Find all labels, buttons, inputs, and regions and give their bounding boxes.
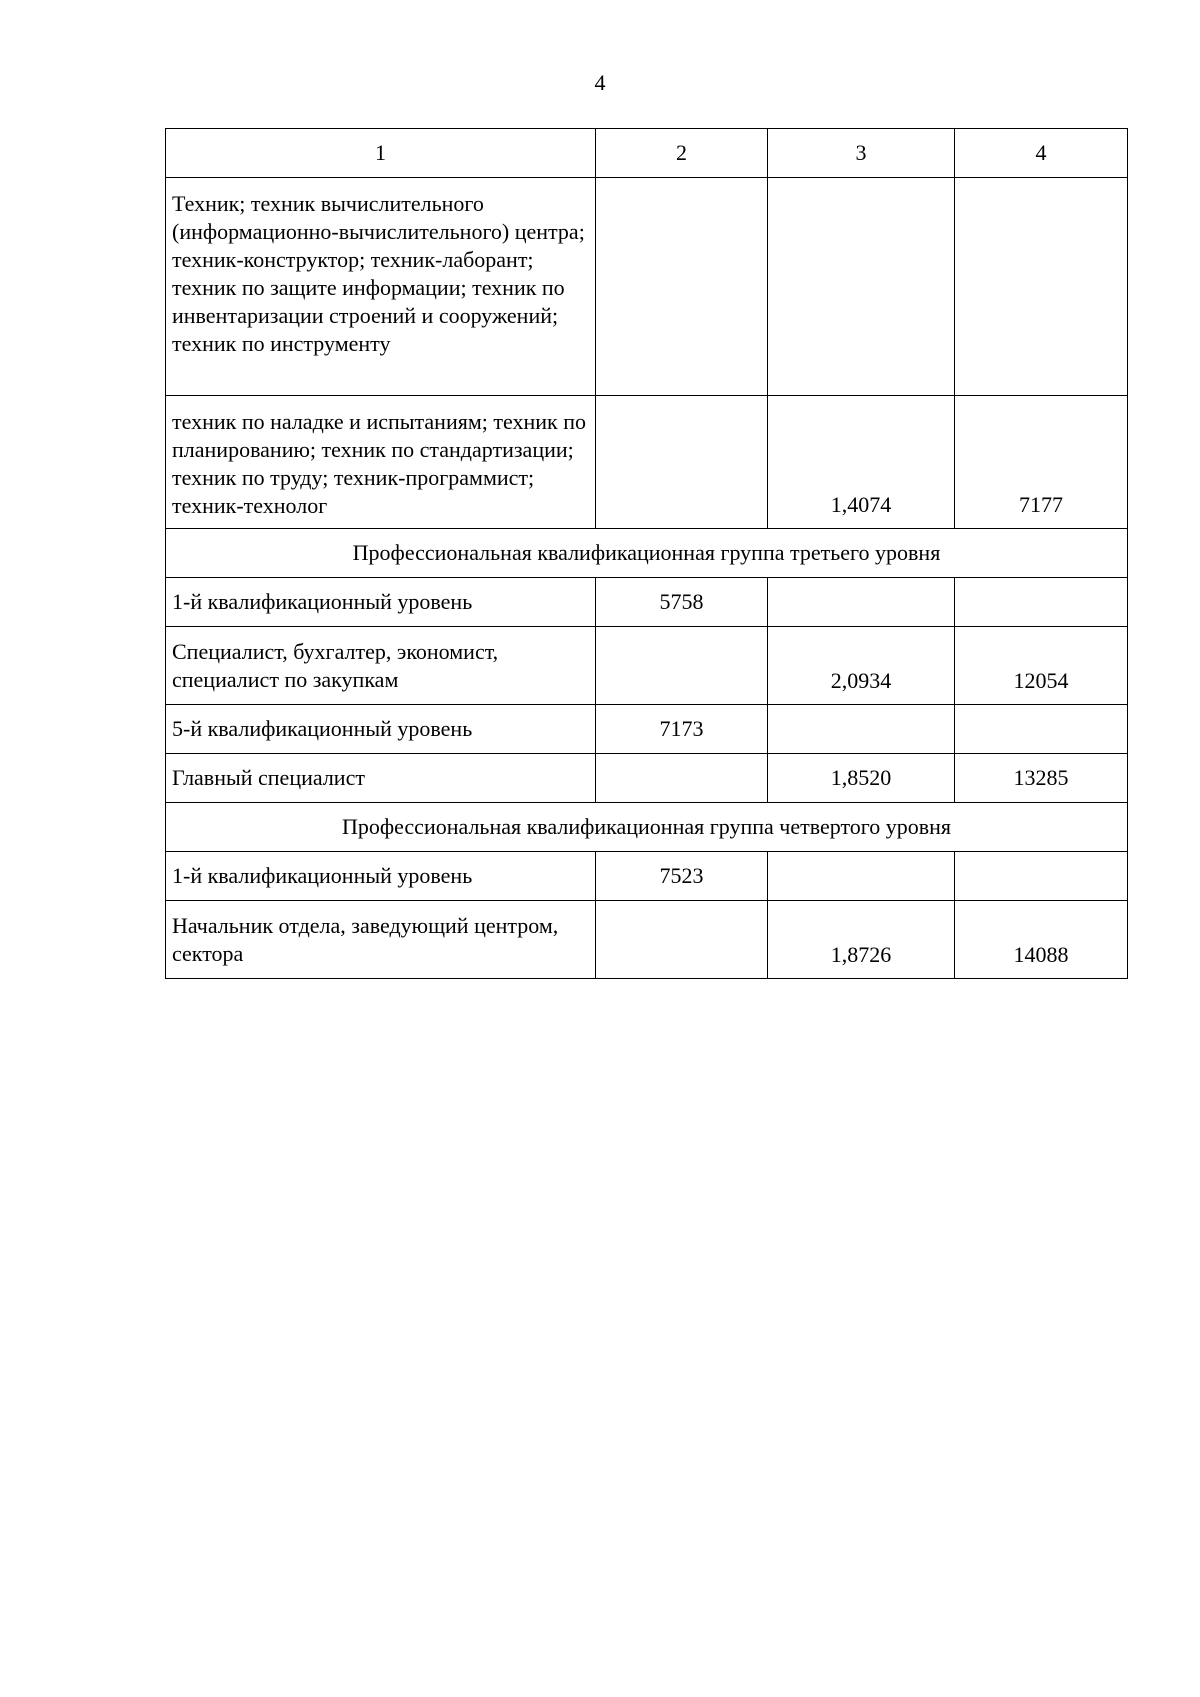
coefficient-cell: 1,4074 (768, 396, 955, 529)
table-row (166, 578, 1128, 627)
base-salary-cell (596, 178, 768, 396)
group-heading: Профессиональная квалификационная группа третьего уровня (166, 529, 1128, 578)
salary-cell (955, 705, 1128, 754)
table-row (166, 901, 1128, 979)
group-heading-row (166, 803, 1128, 852)
header-cell-1: 1 (166, 129, 596, 178)
table-header-row (166, 129, 1128, 178)
position-title: Специалист, бухгалтер, экономист, специалист по закупкам (166, 627, 596, 705)
salary-cell: 14088 (955, 901, 1128, 979)
base-salary-cell (596, 901, 768, 979)
coefficient-cell (768, 705, 955, 754)
salary-cell: 12054 (955, 627, 1128, 705)
page-number: 4 (594, 70, 606, 95)
header-cell-2: 2 (596, 129, 768, 178)
salary-cell: 7177 (955, 396, 1128, 529)
table-row (166, 627, 1128, 705)
table-row (166, 396, 1128, 529)
base-salary-cell (596, 754, 768, 803)
qualification-level-title: 1-й квалификационный уровень (166, 578, 596, 627)
base-salary-cell (596, 627, 768, 705)
base-salary-cell: 7523 (596, 852, 768, 901)
base-salary-cell (596, 396, 768, 529)
header-cell-4: 4 (955, 129, 1128, 178)
qualification-level-title: 1-й квалификационный уровень (166, 852, 596, 901)
salary-cell (955, 852, 1128, 901)
salary-cell (955, 178, 1128, 396)
position-title: Начальник отдела, заведующий центром, сектора (166, 901, 596, 979)
coefficient-cell (768, 178, 955, 396)
base-salary-cell: 5758 (596, 578, 768, 627)
coefficient-cell: 1,8520 (768, 754, 955, 803)
salary-cell (955, 578, 1128, 627)
base-salary-cell: 7173 (596, 705, 768, 754)
position-title: Техник; техник вычислительного (информационно-вычислительного) центра; техник-конструктор; техник-лаборант; техник по защите информации; техник по инвентаризации строений и сооружений; техник по инструменту (166, 178, 596, 396)
qualification-level-title: 5-й квалификационный уровень (166, 705, 596, 754)
group-heading-row (166, 529, 1128, 578)
table-row (166, 852, 1128, 901)
position-title: техник по наладке и испытаниям; техник по планированию; техник по стандартизации; техник по труду; техник-программист; техник-технолог (166, 396, 596, 529)
salary-cell: 13285 (955, 754, 1128, 803)
coefficient-cell: 1,8726 (768, 901, 955, 979)
table-row (166, 705, 1128, 754)
salary-table (165, 128, 1128, 979)
table-row (166, 178, 1128, 396)
position-title: Главный специалист (166, 754, 596, 803)
coefficient-cell (768, 852, 955, 901)
coefficient-cell: 2,0934 (768, 627, 955, 705)
table-row (166, 754, 1128, 803)
header-cell-3: 3 (768, 129, 955, 178)
group-heading: Профессиональная квалификационная группа четвертого уровня (166, 803, 1128, 852)
coefficient-cell (768, 578, 955, 627)
